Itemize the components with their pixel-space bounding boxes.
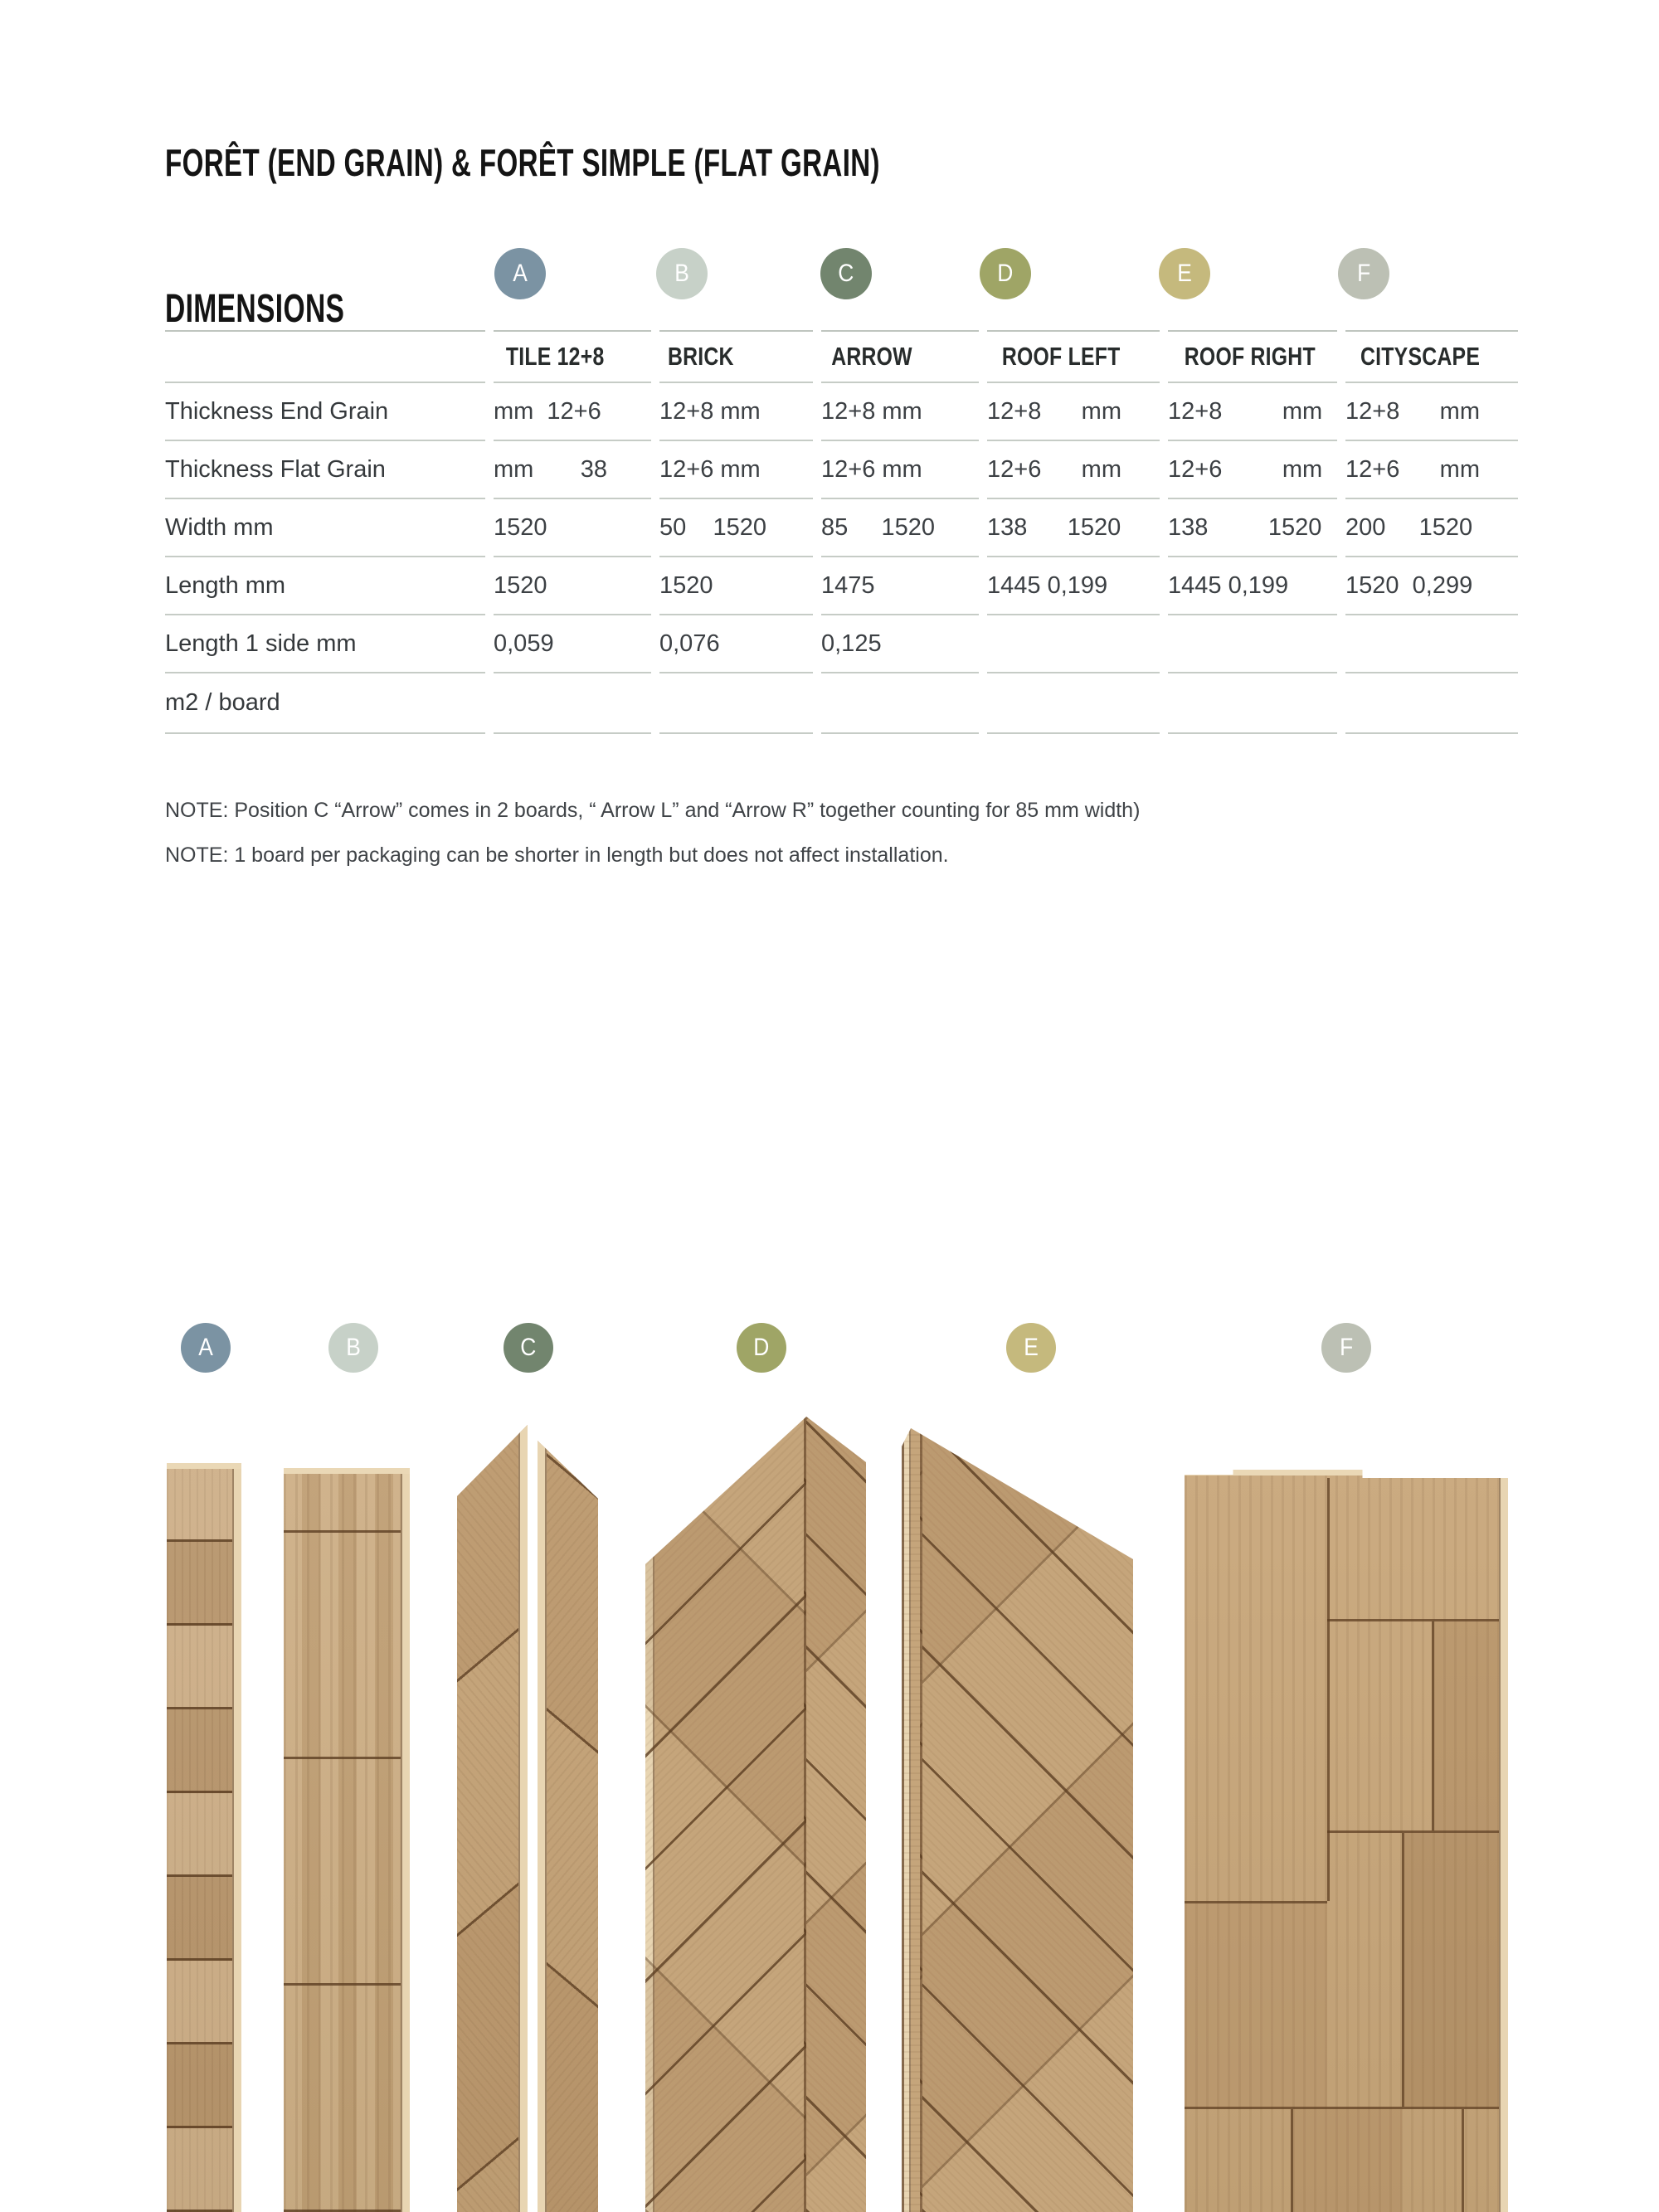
row-label: Thickness Flat Grain bbox=[165, 441, 485, 499]
row-label: Thickness End Grain bbox=[165, 383, 485, 441]
legend-circle-f bbox=[1338, 248, 1389, 299]
table-cell bbox=[987, 615, 1160, 673]
wood-sample-brick-image bbox=[284, 1468, 410, 2212]
wood-shade-block bbox=[1434, 1621, 1508, 1830]
wood-grain-column bbox=[920, 1428, 1133, 2212]
row-label: m2 / board bbox=[165, 673, 485, 734]
table-cell: 138 1520 bbox=[987, 499, 1160, 557]
table-cell: 12+8 mm bbox=[987, 383, 1160, 441]
table-cell: 12+8 mm bbox=[1168, 383, 1337, 441]
table-cell: 12+8 mm bbox=[821, 383, 979, 441]
legend-letter: D bbox=[997, 260, 1014, 287]
legend-circle-b bbox=[656, 248, 708, 299]
table-cell: 12+6 mm bbox=[1345, 441, 1518, 499]
table-cell: 50 1520 bbox=[659, 499, 813, 557]
column-header-roof-right: ROOF RIGHT bbox=[1168, 330, 1337, 383]
wood-shade-block bbox=[1404, 1833, 1508, 2107]
table-cell: 1445 0,199 bbox=[987, 557, 1160, 615]
table-cell: 1520 0,299 bbox=[1345, 557, 1518, 615]
wood-sample-roof-left-image bbox=[645, 1417, 866, 2212]
legend-letter: E bbox=[1177, 260, 1192, 287]
wood-sample-arrow-left-image bbox=[457, 1425, 528, 2212]
legend-letter: F bbox=[1356, 260, 1371, 287]
legend-letter: A bbox=[513, 260, 528, 287]
table-cell bbox=[1168, 673, 1337, 734]
table-cell: 0,125 bbox=[821, 615, 979, 673]
sample-circle-a bbox=[181, 1323, 231, 1373]
legend-circle-a bbox=[494, 248, 546, 299]
wood-seam bbox=[1327, 1478, 1330, 1901]
table-cell: 0,076 bbox=[659, 615, 813, 673]
wood-sample-tile-image bbox=[167, 1463, 241, 2212]
table-corner-cell bbox=[165, 330, 485, 383]
table-cell bbox=[1168, 615, 1337, 673]
wood-seam bbox=[1462, 2109, 1464, 2212]
table-cell bbox=[1345, 615, 1518, 673]
table-cell: 12+6 mm bbox=[821, 441, 979, 499]
column-header-arrow: ARROW bbox=[821, 330, 979, 383]
table-cell bbox=[494, 673, 651, 734]
wood-grain-column bbox=[645, 1417, 806, 2212]
note-arrow-width: NOTE: Position C “Arrow” comes in 2 boards, “ Arrow L” and “Arrow R” together counting for 85 mm width) bbox=[165, 799, 1141, 822]
sample-circle-f bbox=[1321, 1323, 1371, 1373]
wood-seam bbox=[1404, 2107, 1508, 2109]
table-cell: 1520 bbox=[494, 499, 651, 557]
table-cell: mm 38 bbox=[494, 441, 651, 499]
column-header-brick: BRICK bbox=[659, 330, 813, 383]
table-cell: 12+6 mm bbox=[659, 441, 813, 499]
table-cell: 0,059 bbox=[494, 615, 651, 673]
legend-letter: C bbox=[838, 260, 854, 287]
table-cell: 85 1520 bbox=[821, 499, 979, 557]
table-cell: 138 1520 bbox=[1168, 499, 1337, 557]
table-cell bbox=[659, 673, 813, 734]
table-cell: 12+8 mm bbox=[659, 383, 813, 441]
note-board-length: NOTE: 1 board per packaging can be shorter in length but does not affect installation. bbox=[165, 843, 949, 867]
wood-sample-cityscape-image bbox=[1185, 1470, 1508, 2212]
wood-shade-block bbox=[1293, 2109, 1402, 2212]
row-label: Width mm bbox=[165, 499, 485, 557]
table-cell: mm 12+6 bbox=[494, 383, 651, 441]
legend-letter: E bbox=[1024, 1334, 1039, 1361]
legend-circle-e bbox=[1159, 248, 1210, 299]
table-cell: 200 1520 bbox=[1345, 499, 1518, 557]
row-label: Length 1 side mm bbox=[165, 615, 485, 673]
notes-block bbox=[165, 798, 1140, 887]
legend-circle-c bbox=[820, 248, 872, 299]
sample-circle-c bbox=[504, 1323, 553, 1373]
sample-circle-e bbox=[1006, 1323, 1056, 1373]
table-cell bbox=[1345, 673, 1518, 734]
table-cell: 1445 0,199 bbox=[1168, 557, 1337, 615]
sample-circle-d bbox=[737, 1323, 786, 1373]
table-cell: 1520 bbox=[659, 557, 813, 615]
table-cell bbox=[987, 673, 1160, 734]
table-cell: 12+6 mm bbox=[987, 441, 1160, 499]
wood-sample-roof-right-image bbox=[902, 1428, 1133, 2212]
column-header-roof-left: ROOF LEFT bbox=[987, 330, 1160, 383]
dimensions-heading: DIMENSIONS bbox=[165, 286, 345, 331]
column-header-cityscape: CITYSCAPE bbox=[1345, 330, 1518, 383]
wood-sample-arrow-right-image bbox=[538, 1441, 598, 2212]
table-cell bbox=[821, 673, 979, 734]
row-label: Length mm bbox=[165, 557, 485, 615]
legend-circle-d bbox=[980, 248, 1031, 299]
sample-circle-b bbox=[328, 1323, 378, 1373]
legend-letter: D bbox=[753, 1334, 770, 1361]
legend-letter: B bbox=[346, 1334, 361, 1361]
table-cell: 12+8 mm bbox=[1345, 383, 1518, 441]
legend-letter: B bbox=[674, 260, 689, 287]
page-title: FORÊT (END GRAIN) & FORÊT SIMPLE (FLAT GRAIN) bbox=[165, 140, 880, 184]
table-cell: 12+6 mm bbox=[1168, 441, 1337, 499]
wood-grain-column bbox=[804, 1417, 866, 2212]
table-cell: 1520 bbox=[494, 557, 651, 615]
column-header-tile: TILE 12+8 bbox=[494, 330, 651, 383]
legend-letter: C bbox=[520, 1334, 537, 1361]
legend-letter: A bbox=[198, 1334, 213, 1361]
dimensions-table bbox=[165, 330, 1518, 734]
legend-letter: F bbox=[1339, 1334, 1354, 1361]
table-cell: 1475 bbox=[821, 557, 979, 615]
wood-shade-block bbox=[1185, 1903, 1327, 2107]
